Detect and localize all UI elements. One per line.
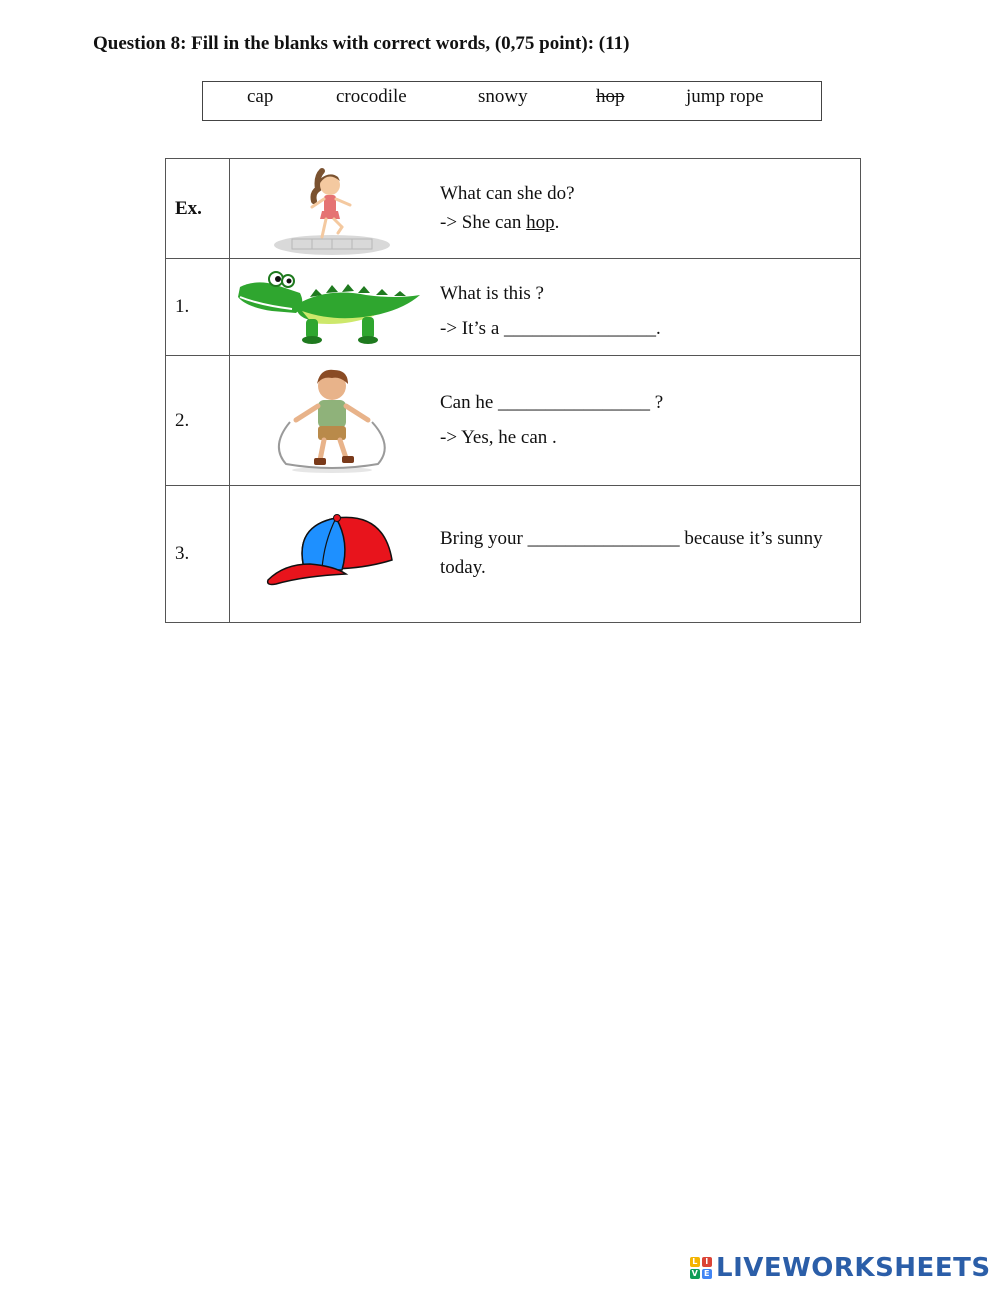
word-bank-item-cap: cap (247, 86, 274, 107)
liveworksheets-logo-text: LIVEWORKSHEETS (716, 1253, 991, 1283)
row-text (440, 279, 848, 344)
row-text (440, 388, 848, 453)
question-text: Can he ________________ ? (440, 392, 664, 413)
table-row-3 (166, 486, 861, 623)
row-number: 1. (166, 259, 230, 356)
liveworksheets-logo (690, 1253, 991, 1283)
question-text: What is this ? (440, 283, 544, 304)
word-bank (202, 81, 822, 121)
row-content (230, 159, 861, 259)
answer-text: -> It’s a ________________. (440, 318, 661, 340)
row-content (230, 486, 861, 623)
crocodile-icon (236, 265, 422, 345)
row-number: 2. (166, 356, 230, 486)
answer-word: hop (526, 212, 555, 234)
row-content (230, 259, 861, 356)
girl-hopscotch-icon (272, 167, 392, 257)
row-number: 3. (166, 486, 230, 623)
word-bank-item-jump-rope: jump rope (686, 86, 764, 107)
answer-suffix: . (554, 212, 560, 234)
row-number: Ex. (166, 159, 230, 259)
row-content (230, 356, 861, 486)
word-bank-item-hop: hop (596, 86, 625, 107)
cap-icon (264, 512, 398, 588)
table-row-2 (166, 356, 861, 486)
answer-prefix: -> She can (440, 212, 527, 234)
question-text: What can she do? (440, 183, 575, 204)
word-bank-item-crocodile: crocodile (336, 86, 407, 107)
boy-jump-rope-icon (260, 366, 402, 474)
row-text (440, 524, 848, 583)
table-row-1 (166, 259, 861, 356)
question-title: Question 8: Fill in the blanks with correct words, (0,75 point): (11) (93, 33, 630, 54)
table-row-example (166, 159, 861, 259)
answer-text (440, 208, 848, 237)
answer-text: -> Yes, he can . (440, 427, 557, 449)
row-text (440, 179, 848, 238)
liveworksheets-logo-mark-icon: L I V E (690, 1257, 712, 1279)
sentence-text: Bring your ________________ because it’s sunny today. (440, 528, 823, 579)
word-bank-item-snowy: snowy (478, 86, 528, 107)
exercise-table (165, 158, 861, 623)
